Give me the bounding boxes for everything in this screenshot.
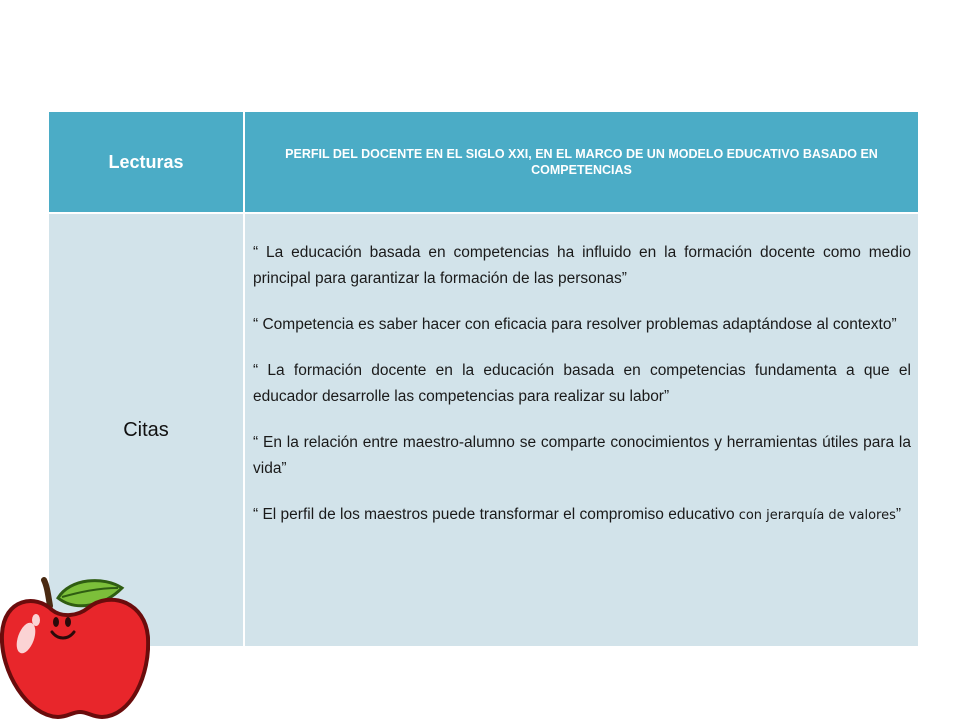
quotes-cell xyxy=(244,213,919,647)
quote-5 xyxy=(253,502,911,529)
apple-eye-left xyxy=(53,617,59,627)
quote-5-main: “ El perfil de los maestros puede transformar el compromiso educativo xyxy=(253,506,735,523)
apple-eye-right xyxy=(65,617,71,627)
citas-row xyxy=(48,213,919,647)
header-lecturas: Lecturas xyxy=(48,111,244,213)
quote-4: “ En la relación entre maestro-alumno se comparte conocimientos y herramientas útiles para la vida” xyxy=(253,434,911,477)
readings-table xyxy=(47,110,920,648)
quote-2: “ Competencia es saber hacer con eficacia para resolver problemas adaptándose al contexto” xyxy=(253,316,897,333)
apple-highlight-small xyxy=(32,614,40,626)
quote-3: “ La formación docente en la educación basada en competencias fundamenta a que el educador desarrolle las competencias para realizar su labor” xyxy=(253,362,911,405)
quote-1: “ La educación basada en competencias ha influido en la formación docente como medio principal para garantizar la formación de las personas” xyxy=(253,244,911,287)
apple-stem xyxy=(44,580,50,606)
apple-icon xyxy=(0,576,150,720)
quote-5-tail: con jerarquía de valores xyxy=(734,508,896,523)
quote-5-close: ” xyxy=(895,506,902,523)
apple-body xyxy=(2,600,148,717)
header-title: PERFIL DEL DOCENTE EN EL SIGLO XXI, EN EL MARCO DE UN MODELO EDUCATIVO BASADO EN COMPETENCIAS xyxy=(244,111,919,213)
header-row xyxy=(48,111,919,213)
row-label-citas: Citas xyxy=(48,213,244,647)
